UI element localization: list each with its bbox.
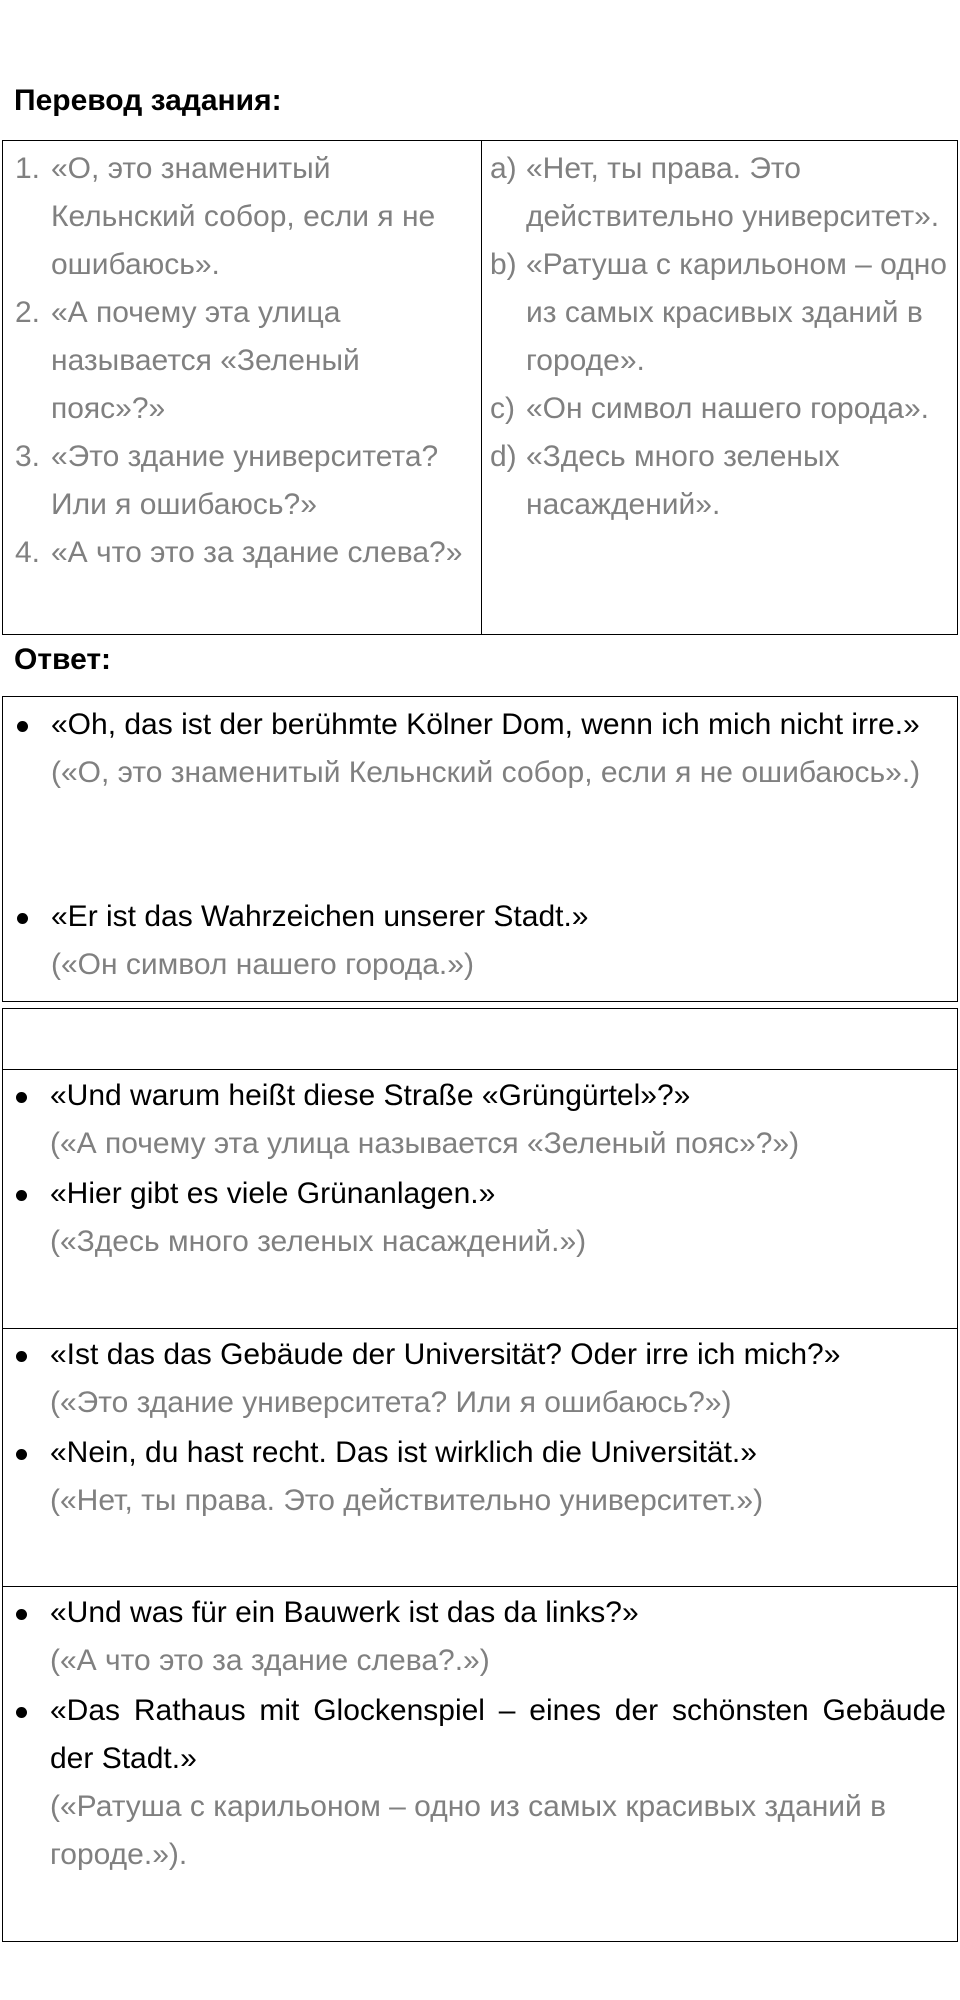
german-sentence: «Und warum heißt diese Straße «Grüngürtel»?» — [50, 1079, 691, 1112]
bullet-row — [3, 893, 957, 941]
german-sentence: «Er ist das Wahrzeichen unserer Stadt.» — [51, 900, 589, 933]
table-divider — [2, 1328, 958, 1329]
task-column-right — [482, 141, 957, 634]
german-sentence: «Nein, du hast recht. Das ist wirklich die Universität.» — [50, 1436, 757, 1469]
task-heading: Перевод задания: — [14, 84, 282, 117]
answer-entry — [2, 1687, 958, 1879]
task-item-letter: d) — [490, 440, 517, 473]
german-sentence: «Hier gibt es viele Grünanlagen.» — [50, 1177, 496, 1210]
answer-entry — [3, 701, 957, 797]
task-item-3 — [3, 433, 481, 529]
answer-heading: Ответ: — [14, 643, 112, 676]
bullet-row — [2, 1429, 958, 1477]
russian-translation: («Ратуша с карильоном – одно из самых красивых зданий в городе.»). — [50, 1790, 887, 1871]
bullet-row — [2, 1170, 958, 1218]
task-item-number: 3. — [15, 440, 41, 473]
bullet-row — [2, 1589, 958, 1637]
task-item-b — [482, 241, 957, 385]
bullet-icon — [3, 893, 51, 941]
answer-box-1 — [2, 696, 958, 1002]
russian-translation: («Это здание университета? Или я ошибаюсь?») — [50, 1386, 732, 1419]
task-item-4 — [3, 529, 481, 577]
bullet-icon — [3, 701, 51, 749]
answer-entry — [2, 1170, 958, 1266]
task-item-text: «Ратуша с карильоном – одно из самых красивых зданий в городе». — [526, 248, 947, 377]
bullet-row — [2, 1331, 958, 1379]
bullet-row — [2, 1687, 958, 1783]
task-item-text: «А почему эта улица называется «Зеленый пояс»?» — [51, 296, 360, 425]
german-sentence: «Ist das das Gebäude der Universität? Oder irre ich mich?» — [50, 1338, 841, 1371]
task-item-text: «А что это за здание слева?» — [51, 536, 463, 569]
bullet-icon — [2, 1072, 50, 1120]
bullet-icon — [2, 1429, 50, 1477]
bullet-icon — [2, 1331, 50, 1379]
task-item-a — [482, 145, 957, 241]
task-item-c — [482, 385, 957, 433]
bullet-icon — [2, 1687, 50, 1783]
task-item-text: «Нет, ты права. Это действительно университет». — [526, 152, 940, 233]
russian-translation: («Здесь много зеленых насаждений.») — [50, 1225, 587, 1258]
bullet-icon — [2, 1170, 50, 1218]
bullet-row — [3, 701, 957, 749]
task-item-letter: c) — [490, 392, 515, 425]
russian-translation: («Он символ нашего города.») — [51, 948, 474, 981]
answer-entry — [3, 893, 957, 989]
bullet-icon — [2, 1589, 50, 1637]
table-divider — [2, 1586, 958, 1587]
answer-entry — [2, 1589, 958, 1685]
russian-translation: («А что это за здание слева?.») — [50, 1644, 490, 1677]
task-item-letter: b) — [490, 248, 517, 281]
german-sentence: «Oh, das ist der berühmte Kölner Dom, wenn ich mich nicht irre.» — [51, 708, 920, 741]
german-sentence: «Das Rathaus mit Glockenspiel – eines der schönsten Gebäude der Stadt.» — [50, 1694, 946, 1775]
task-item-d — [482, 433, 957, 529]
task-table — [2, 140, 958, 635]
task-item-number: 1. — [15, 152, 41, 185]
task-item-number: 2. — [15, 296, 41, 329]
task-item-number: 4. — [15, 536, 41, 569]
russian-translation: («А почему эта улица называется «Зеленый пояс»?») — [50, 1127, 800, 1160]
bullet-row — [2, 1072, 958, 1120]
task-item-text: «Здесь много зеленых насаждений». — [526, 440, 840, 521]
task-column-left — [3, 141, 482, 634]
task-item-letter: a) — [490, 152, 517, 185]
task-item-1 — [3, 145, 481, 289]
answer-entry — [2, 1429, 958, 1525]
task-item-text: «О, это знаменитый Кельнский собор, если я не ошибаюсь». — [51, 152, 436, 281]
german-sentence: «Und was für ein Bauwerk ist das da links?» — [50, 1596, 639, 1629]
table-divider — [2, 1069, 958, 1070]
task-item-2 — [3, 289, 481, 433]
task-item-text: «Он символ нашего города». — [526, 392, 929, 425]
russian-translation: («О, это знаменитый Кельнский собор, если я не ошибаюсь».) — [51, 756, 921, 789]
task-item-text: «Это здание университета? Или я ошибаюсь?» — [51, 440, 439, 521]
answer-entry — [2, 1072, 958, 1168]
russian-translation: («Нет, ты права. Это действительно университет.») — [50, 1484, 764, 1517]
answer-entry — [2, 1331, 958, 1427]
